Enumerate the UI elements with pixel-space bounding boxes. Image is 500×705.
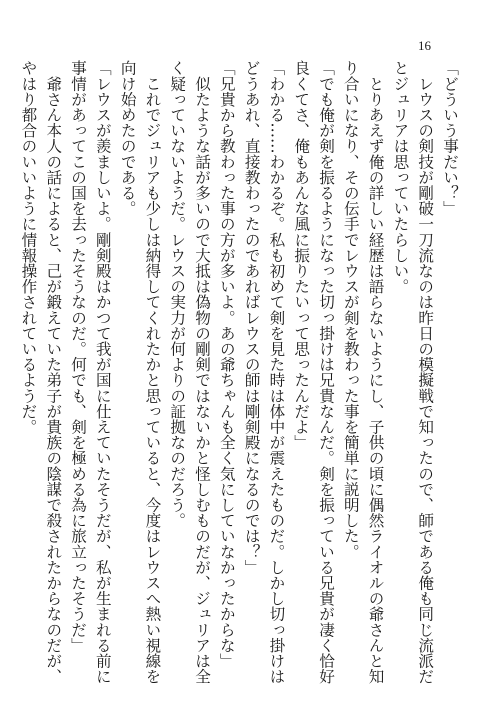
text-line: 良くてさ、俺もあんな風に振りたいって思ったんだよ」 xyxy=(292,60,311,450)
vertical-text-body xyxy=(19,60,462,684)
text-line: 「わかる……わかるぞ。私も初めて剣を見た時は体中が震えたものだ。しかし切っ掛けは xyxy=(267,60,286,684)
text-line: とジュリアは思っていたらしい。 xyxy=(391,60,410,294)
text-line: 「どういう事だい？」 xyxy=(441,60,459,216)
text-line: く疑っていないようだ。レウスの実力が何よりの証拠なのだろう。 xyxy=(168,60,187,528)
text-line: り合いになり、その伝手でレウスが剣を教わった事を簡単に説明した。 xyxy=(341,60,360,560)
text-line: 事情があってこの国を去ったそうなのだ。何でも、剣を極める為に旅立ったそうだ」 xyxy=(69,60,88,653)
text-line: 爺さん本人の話によると、己が鍛えていた弟子が貴族の陰謀で殺されたからなのだが、 xyxy=(44,60,63,684)
text-line: 似たような話が多いので大抵は偽物の剛剣ではないかと怪しむものだが、ジュリアは全 xyxy=(193,60,212,684)
text-line: 「レウスが羨ましいよ。剛剣殿はかつて我が国に仕えていたそうだが、私が生まれる前に xyxy=(93,60,112,684)
text-line: これでジュリアも少しは納得してくれたかと思っていると、今度はレウスへ熱い視線を xyxy=(143,60,162,684)
text-line: 「兄貴から教わった事の方が多いよ。あの爺ちゃんも全く気にしていなかったからな」 xyxy=(217,60,236,669)
text-line: 「でも俺が剣を振るようになった切っ掛けは兄貴なんだ。剣を振っている兄貴が凄く恰好 xyxy=(317,60,336,684)
page-number: 16 xyxy=(418,38,431,53)
text-line: レウスの剣技が剛破一刀流なのは昨日の模擬戦で知ったので、師である俺も同じ流派だ xyxy=(416,60,435,684)
text-line: 向け始めたのである。 xyxy=(118,60,137,216)
text-line: やはり都合のいいように情報操作されているようだ。 xyxy=(19,60,38,435)
text-line: どうあれ、直接教わったのであればレウスの師は剛剣殿になるのでは？」 xyxy=(242,60,261,575)
text-line: とりあえず俺の詳しい経歴は語らないようにし、子供の頃に偶然ライオルの爺さんと知 xyxy=(366,60,385,684)
